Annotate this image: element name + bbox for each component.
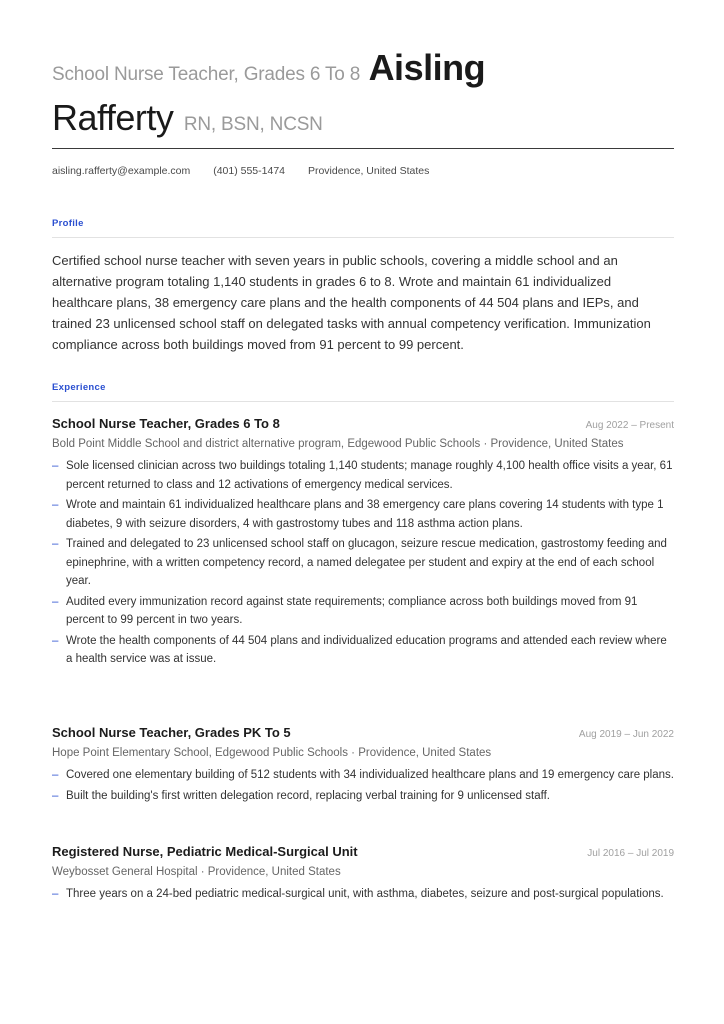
contact-phone[interactable]: (401) 555-1474 xyxy=(213,165,286,177)
profile-section-title: Profile xyxy=(52,218,84,229)
profile-summary: Certified school nurse teacher with seven years in public schools, covering a middle school and an alternative program totaling 1,140 students in grades 6 to 8. Wrote and maintain 61 individualized healthcare plans, 38 emergency care plans and the health components of 44 504 plans and IEPs, and trained 23 unlicensed school staff on delegated tasks with annual competency verification. Immunization compliance across both buildings moved from 91 percent to 99 percent. xyxy=(52,253,651,352)
bullet-marker: – xyxy=(52,538,59,550)
bullet-item: – Built the building's first written delegation record, replacing verbal training for 9 unlicensed staff. xyxy=(52,787,674,806)
contact-email[interactable]: aisling.rafferty@example.com xyxy=(52,165,191,177)
experience-section-divider xyxy=(52,401,674,402)
job-title: Registered Nurse, Pediatric Medical-Surgical Unit xyxy=(52,844,358,859)
headline: School Nurse Teacher, Grades 6 To 8 xyxy=(52,64,361,85)
bullet-marker: – xyxy=(52,888,59,900)
job-title: School Nurse Teacher, Grades PK To 5 xyxy=(52,725,291,740)
resume-header xyxy=(52,48,674,148)
bullet-item: – Trained and delegated to 23 unlicensed school staff on glucagon, seizure rescue medication, gastrostomy feeding and epinephrine, with a written competency record, a named delegatee per student and expiry at the end of each school year. xyxy=(52,535,674,591)
job-organization: Weybosset General Hospital · Providence, United States xyxy=(52,866,341,878)
bullet-item: – Wrote and maintain 61 individualized healthcare plans and 38 emergency care plans covering 14 students with type 1 diabetes, 9 with seizure disorders, 4 with gastrostomy tubes and 118 asthma action plans. xyxy=(52,496,674,533)
contact-line xyxy=(52,165,449,177)
job-entry xyxy=(52,416,674,671)
job-title: School Nurse Teacher, Grades 6 To 8 xyxy=(52,416,280,431)
profile-section-divider xyxy=(52,237,674,238)
bullet-marker: – xyxy=(52,499,59,511)
bullet-marker: – xyxy=(52,595,59,608)
header-divider xyxy=(52,148,674,149)
bullet-marker: – xyxy=(52,460,59,472)
bullet-marker: – xyxy=(52,789,59,802)
bullet-item: – Audited every immunization record against state requirements; compliance across both buildings moved from 91 percent to 99 percent in two years. xyxy=(52,593,674,630)
bullet-marker: – xyxy=(52,769,59,781)
job-dates: Aug 2022 – Present xyxy=(585,420,674,431)
first-name: Aisling xyxy=(368,47,486,88)
bullet-marker: – xyxy=(52,634,59,647)
credentials: RN, BSN, NCSN xyxy=(183,114,323,135)
job-organization: Hope Point Elementary School, Edgewood Public Schools · Providence, United States xyxy=(52,747,492,759)
job-organization: Bold Point Middle School and district alternative program, Edgewood Public Schools · Providence, United States xyxy=(52,438,624,450)
job-bullets xyxy=(52,766,674,805)
experience-section-title: Experience xyxy=(52,382,106,393)
job-entry xyxy=(52,725,674,807)
job-dates: Aug 2019 – Jun 2022 xyxy=(578,729,674,740)
job-bullets xyxy=(52,885,674,904)
bullet-item: – Covered one elementary building of 512 students with 34 individualized healthcare plans and 19 emergency care plans. xyxy=(52,766,674,785)
job-entry xyxy=(52,844,674,906)
job-dates: Jul 2016 – Jul 2019 xyxy=(587,848,674,859)
bullet-item: – Three years on a 24-bed pediatric medical-surgical unit, with asthma, diabetes, seizure and post-surgical populations. xyxy=(52,885,674,904)
last-name: Rafferty xyxy=(52,97,174,138)
contact-location: Providence, United States xyxy=(307,165,430,177)
bullet-item: – Sole licensed clinician across two buildings totaling 1,140 students; manage roughly 4,100 health office visits a year, 61 percent returned to class and 12 activations of emergency medical services. xyxy=(52,457,674,494)
job-bullets xyxy=(52,457,674,669)
bullet-item: – Wrote the health components of 44 504 plans and individualized education programs and attended each review where a health service was at issue. xyxy=(52,632,674,669)
